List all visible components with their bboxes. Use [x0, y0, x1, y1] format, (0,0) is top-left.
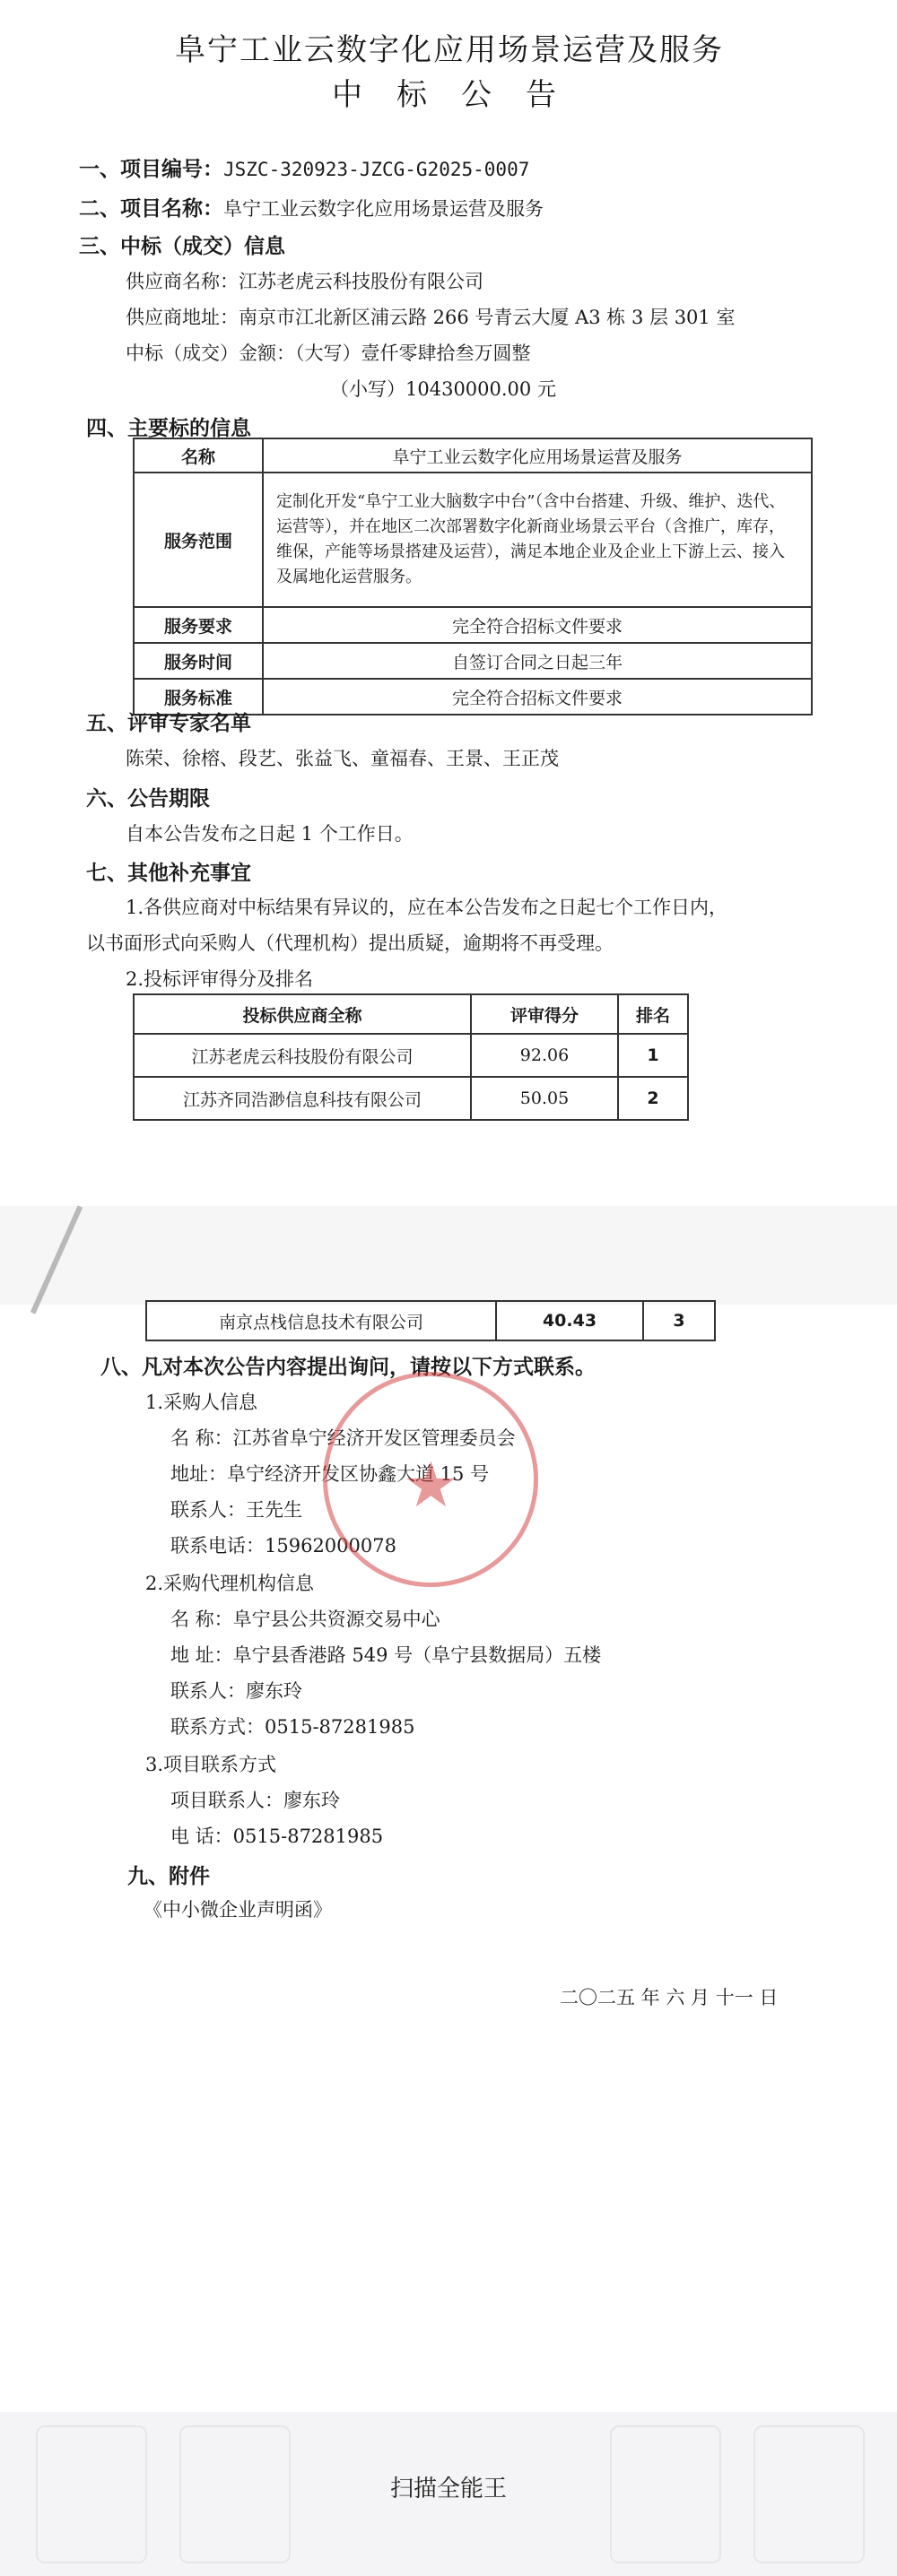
- table-cell: 1: [618, 1034, 688, 1077]
- section3-heading: 三、中标（成交）信息: [79, 235, 285, 258]
- agency-title: 2.采购代理机构信息: [145, 1573, 315, 1594]
- buyer-contact: 联系人：王先生: [170, 1499, 302, 1521]
- agency-name: 名 称：阜宁县公共资源交易中心: [170, 1609, 440, 1630]
- objection-text-2: 以书面形式向采购人（代理机构）提出质疑，逾期将不再受理。: [86, 932, 614, 954]
- expert-list: 陈荣、徐榕、段艺、张益飞、童福春、王景、王正茂: [126, 748, 559, 769]
- table-cell: 名称: [134, 438, 263, 473]
- table-header-row: [134, 994, 688, 1034]
- buyer-phone: 联系电话：15962000078: [170, 1535, 396, 1557]
- table-cell: 40.43: [496, 1301, 643, 1340]
- table-cell: 2: [618, 1077, 688, 1120]
- table-row: [134, 643, 812, 679]
- table-cell: 江苏老虎云科技股份有限公司: [134, 1034, 471, 1077]
- table-cell: 服务标准: [134, 679, 263, 715]
- page-title: 阜宁工业云数字化应用场景运营及服务: [175, 32, 724, 68]
- table-cell: 92.06: [471, 1034, 618, 1077]
- agency-phone: 联系方式：0515-87281985: [170, 1716, 415, 1738]
- project-contact-title: 3.项目联系方式: [145, 1754, 277, 1775]
- table-row: [146, 1301, 715, 1340]
- table-cell: 南京点栈信息技术有限公司: [146, 1301, 496, 1340]
- section7-heading: 七、其他补充事宜: [86, 862, 251, 885]
- amount-lower: （小写）10430000.00 元: [330, 378, 556, 400]
- project-phone: 电 话：0515-87281985: [170, 1826, 384, 1847]
- table-header: 排名: [618, 994, 688, 1034]
- table-row: [134, 1077, 688, 1120]
- buyer-name: 名 称：江苏省阜宁经济开发区管理委员会: [170, 1427, 516, 1449]
- agency-address: 地 址：阜宁县香港路 549 号（阜宁县数据局）五楼: [170, 1644, 602, 1666]
- supplier-address: 供应商地址：南京市江北新区浦云路 266 号青云大厦 A3 栋 3 层 301 室: [126, 307, 736, 328]
- agency-contact: 联系人：廖东玲: [170, 1680, 302, 1702]
- objection-text-1: 1.各供应商对中标结果有异议的，应在本公告发布之日起七个工作日内，: [126, 897, 728, 918]
- project-contact: 项目联系人：廖东玲: [170, 1790, 340, 1811]
- table-cell: 完全符合招标文件要求: [263, 679, 812, 715]
- main-info-table: [133, 438, 813, 716]
- section8-heading: 八、凡对本次公告内容提出询问，请按以下方式联系。: [100, 1356, 596, 1379]
- table-cell: 3: [643, 1301, 715, 1340]
- page-seam: [0, 1206, 897, 1305]
- section5-heading: 五、评审专家名单: [86, 712, 251, 735]
- notice-period: 自本公告发布之日起 1 个工作日。: [126, 823, 414, 845]
- table-cell: 服务范围: [134, 473, 263, 607]
- section4-heading: 四、主要标的信息: [86, 417, 251, 440]
- project-number: 一、项目编号：JSZC-320923-JZCG-G2025-0007: [79, 158, 530, 181]
- table-row: [134, 1034, 688, 1077]
- table-row: [134, 438, 812, 473]
- official-seal: ★: [323, 1372, 538, 1587]
- scanner-app-name: 扫描全能王: [389, 2476, 507, 2502]
- supplier-name: 供应商名称：江苏老虎云科技股份有限公司: [126, 271, 483, 292]
- table-cell: 完全符合招标文件要求: [263, 607, 812, 643]
- attachment: 《中小微企业声明函》: [144, 1899, 332, 1921]
- table-cell: 江苏齐同浩渺信息科技有限公司: [134, 1077, 471, 1120]
- table-row: [134, 473, 812, 607]
- table-cell: 自签订合同之日起三年: [263, 643, 812, 679]
- table-cell: 阜宁工业云数字化应用场景运营及服务: [263, 438, 812, 473]
- table-cell: 服务时间: [134, 643, 263, 679]
- issue-date: 二〇二五 年 六 月 十一 日: [560, 1987, 779, 2008]
- table-header: 评审得分: [471, 994, 618, 1034]
- ranking-table: [133, 993, 689, 1121]
- table-header: 投标供应商全称: [134, 994, 471, 1034]
- ranking-title: 2.投标评审得分及排名: [126, 968, 314, 990]
- buyer-title: 1.采购人信息: [145, 1392, 258, 1413]
- page-subtitle: 中标公告: [332, 77, 590, 113]
- table-cell: 服务要求: [134, 607, 263, 643]
- table-cell: 定制化开发“阜宁工业大脑数字中台”（含中台搭建、升级、维护、迭代、运营等），并在地区二次部署数字化新商业场景云平台（含推广，库存，维保，产能等场景搭建及运营），满足本地企业及企业上下游上云、接入及属地化运营服务。: [263, 473, 812, 607]
- table-cell: 50.05: [471, 1077, 618, 1120]
- section9-heading: 九、附件: [127, 1865, 210, 1888]
- buyer-address: 地址：阜宁经济开发区协鑫大道 15 号: [170, 1463, 490, 1485]
- project-name: 二、项目名称：阜宁工业云数字化应用场景运营及服务: [79, 197, 544, 221]
- table-row: [134, 607, 812, 643]
- ranking-table-continued: [145, 1300, 716, 1341]
- amount-upper: 中标（成交）金额：（大写）壹仟零肆拾叁万圆整: [126, 343, 531, 364]
- section6-heading: 六、公告期限: [86, 787, 210, 811]
